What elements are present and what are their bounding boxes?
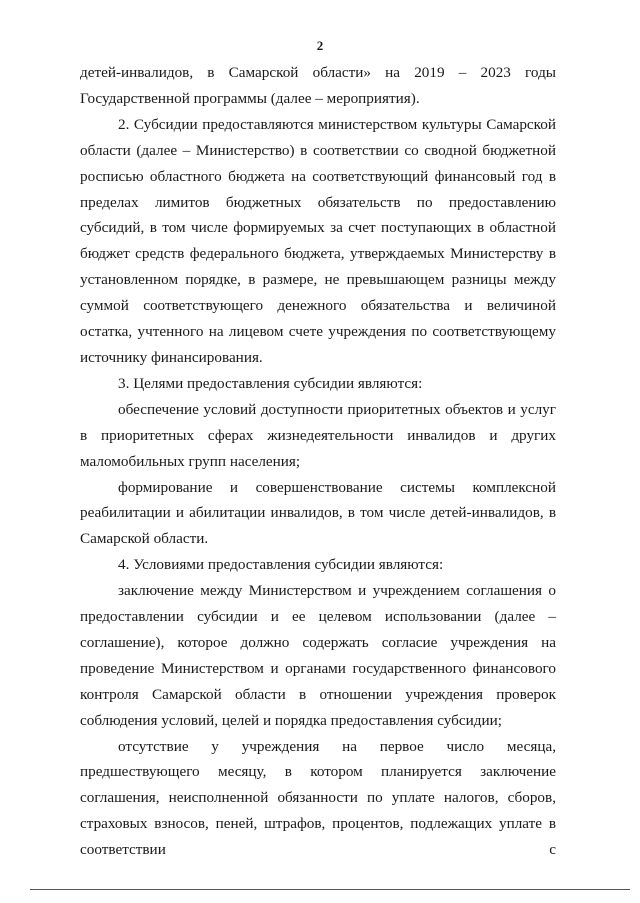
paragraph-goal-accessibility: обеспечение условий доступности приоритетных объектов и услуг в приоритетных сферах жизнедеятельности инвалидов и других маломобильных групп населения; — [80, 400, 556, 470]
document-body — [80, 60, 556, 863]
paragraph-subsidy-goals: 3. Целями предоставления субсидии являются: — [118, 374, 423, 392]
page-number: 2 — [316, 38, 324, 53]
page-bottom-rule — [30, 889, 630, 890]
paragraph-goal-rehabilitation: формирование и совершенствование системы комплексной реабилитации и абилитации инвалидов, в том числе детей-инвалидов, в Самарской области. — [80, 478, 556, 548]
paragraph-programme-name: детей-инвалидов, в Самарской области» на 2019 – 2023 годы Государственной программы (далее – мероприятия). — [80, 64, 556, 107]
paragraph-condition-no-debts: отсутствие у учреждения на первое число месяца, предшествующего месяцу, в котором планируется заключение соглашения, неисполненной обязанности по уплате налогов, сборов, страховых взносов, пеней, штрафов, процентов, подлежащих уплате в соответствии с — [80, 737, 556, 859]
paragraph-subsidy-provision: 2. Субсидии предоставляются министерством культуры Самарской области (далее – Министерство) в соответствии со сводной бюджетной росписью областного бюджета на соответствующий финансовый год в пределах лимитов бюджетных обязательств по предоставлению субсидий, в том числе формируемых за счет поступающих в областной бюджет средств федерального бюджета, утверждаемых Министерству в установленном порядке, в размере, не превышающем разницы между суммой соответствующего денежного обязательства и величиной остатка, учтенного на лицевом счете учреждения по соответствующему источнику финансирования. — [80, 115, 556, 366]
paragraph-subsidy-conditions: 4. Условиями предоставления субсидии являются: — [118, 556, 444, 574]
paragraph-condition-agreement: заключение между Министерством и учреждением соглашения о предоставлении субсидии и ее целевом использовании (далее – соглашение), которое должно содержать согласие учреждения на проведение Министерством и органами государственного финансового контроля Самарской области в отношении учреждения проверок соблюдения условий, целей и порядка предоставления субсидии; — [80, 582, 556, 729]
